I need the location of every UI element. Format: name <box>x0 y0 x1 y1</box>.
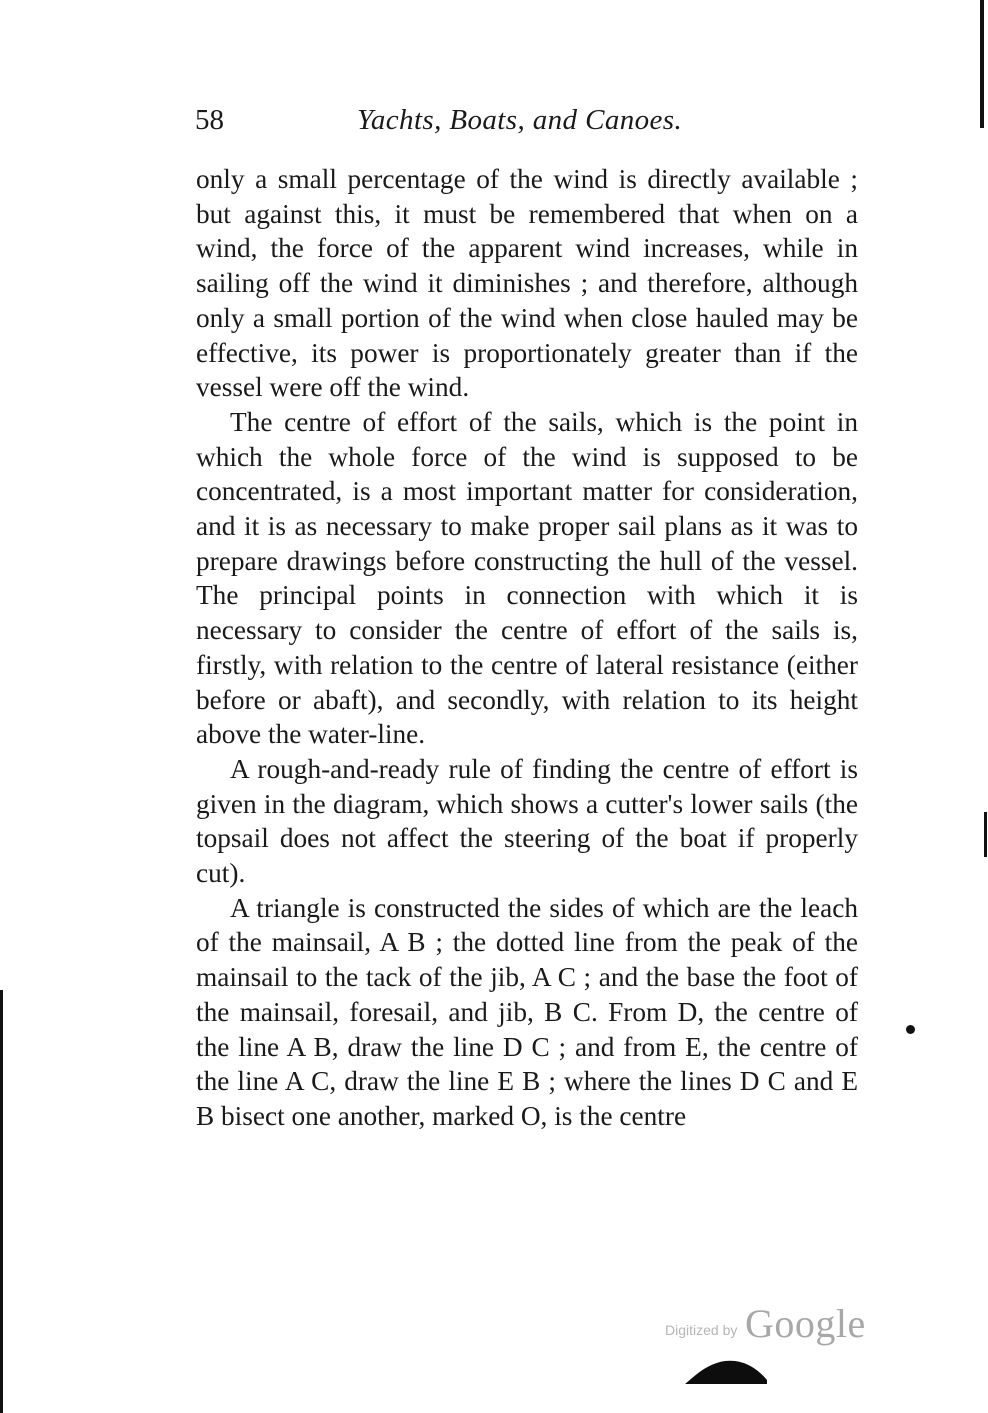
running-title: Yachts, Boats, and Canoes. <box>357 104 683 136</box>
scan-dot <box>906 1025 915 1034</box>
scan-edge-line-right-lower <box>984 812 987 857</box>
page-number: 58 <box>195 104 224 136</box>
running-head <box>195 104 695 144</box>
scan-edge-line-right <box>980 0 984 128</box>
paragraph: only a small percentage of the wind is directly available ; but against this, it must be remembered that when on a wind, the force of the apparent wind increases, while in sailing off the wind it diminishes ; and therefore, although only a small portion of the wind when close hauled may be effective, its power is proportionately greater than if the vessel were off the wind. <box>196 164 858 403</box>
digitized-label: Digitized by <box>665 1322 738 1338</box>
paragraph: A triangle is constructed the sides of which are the leach of the mainsail, A B ; the dotted line from the peak of the mainsail to the tack of the jib, A C ; and the base the foot of the mainsail, foresail, and jib, B C. From D, the centre of the line A B, draw the line D C ; and from E, the centre of the line A C, draw the line E B ; where the lines D C and E B bisect one another, marked O, is the centre <box>196 892 858 1131</box>
scan-edge-line-left <box>0 990 3 1413</box>
ink-blot-icon <box>683 1358 769 1386</box>
body-text <box>196 162 858 1134</box>
paragraph: A rough-and-ready rule of finding the centre of effort is given in the diagram, which shows a cutter's lower sails (the topsail does not affect the steering of the boat if properly cut). <box>196 753 858 889</box>
digitized-watermark <box>665 1300 905 1350</box>
google-logo: Google <box>745 1301 866 1346</box>
paragraph: The centre of effort of the sails, which is the point in which the whole force of the wind is supposed to be concentrated, is a most important matter for consideration, and it is as necessary to make proper sail plans as it was to prepare drawings before constructing the hull of the vessel. The principal points in connection with which it is necessary to consider the centre of effort of the sails is, firstly, with relation to the centre of lateral resistance (either before or abaft), and secondly, with relation to its height above the water-line. <box>196 406 858 750</box>
